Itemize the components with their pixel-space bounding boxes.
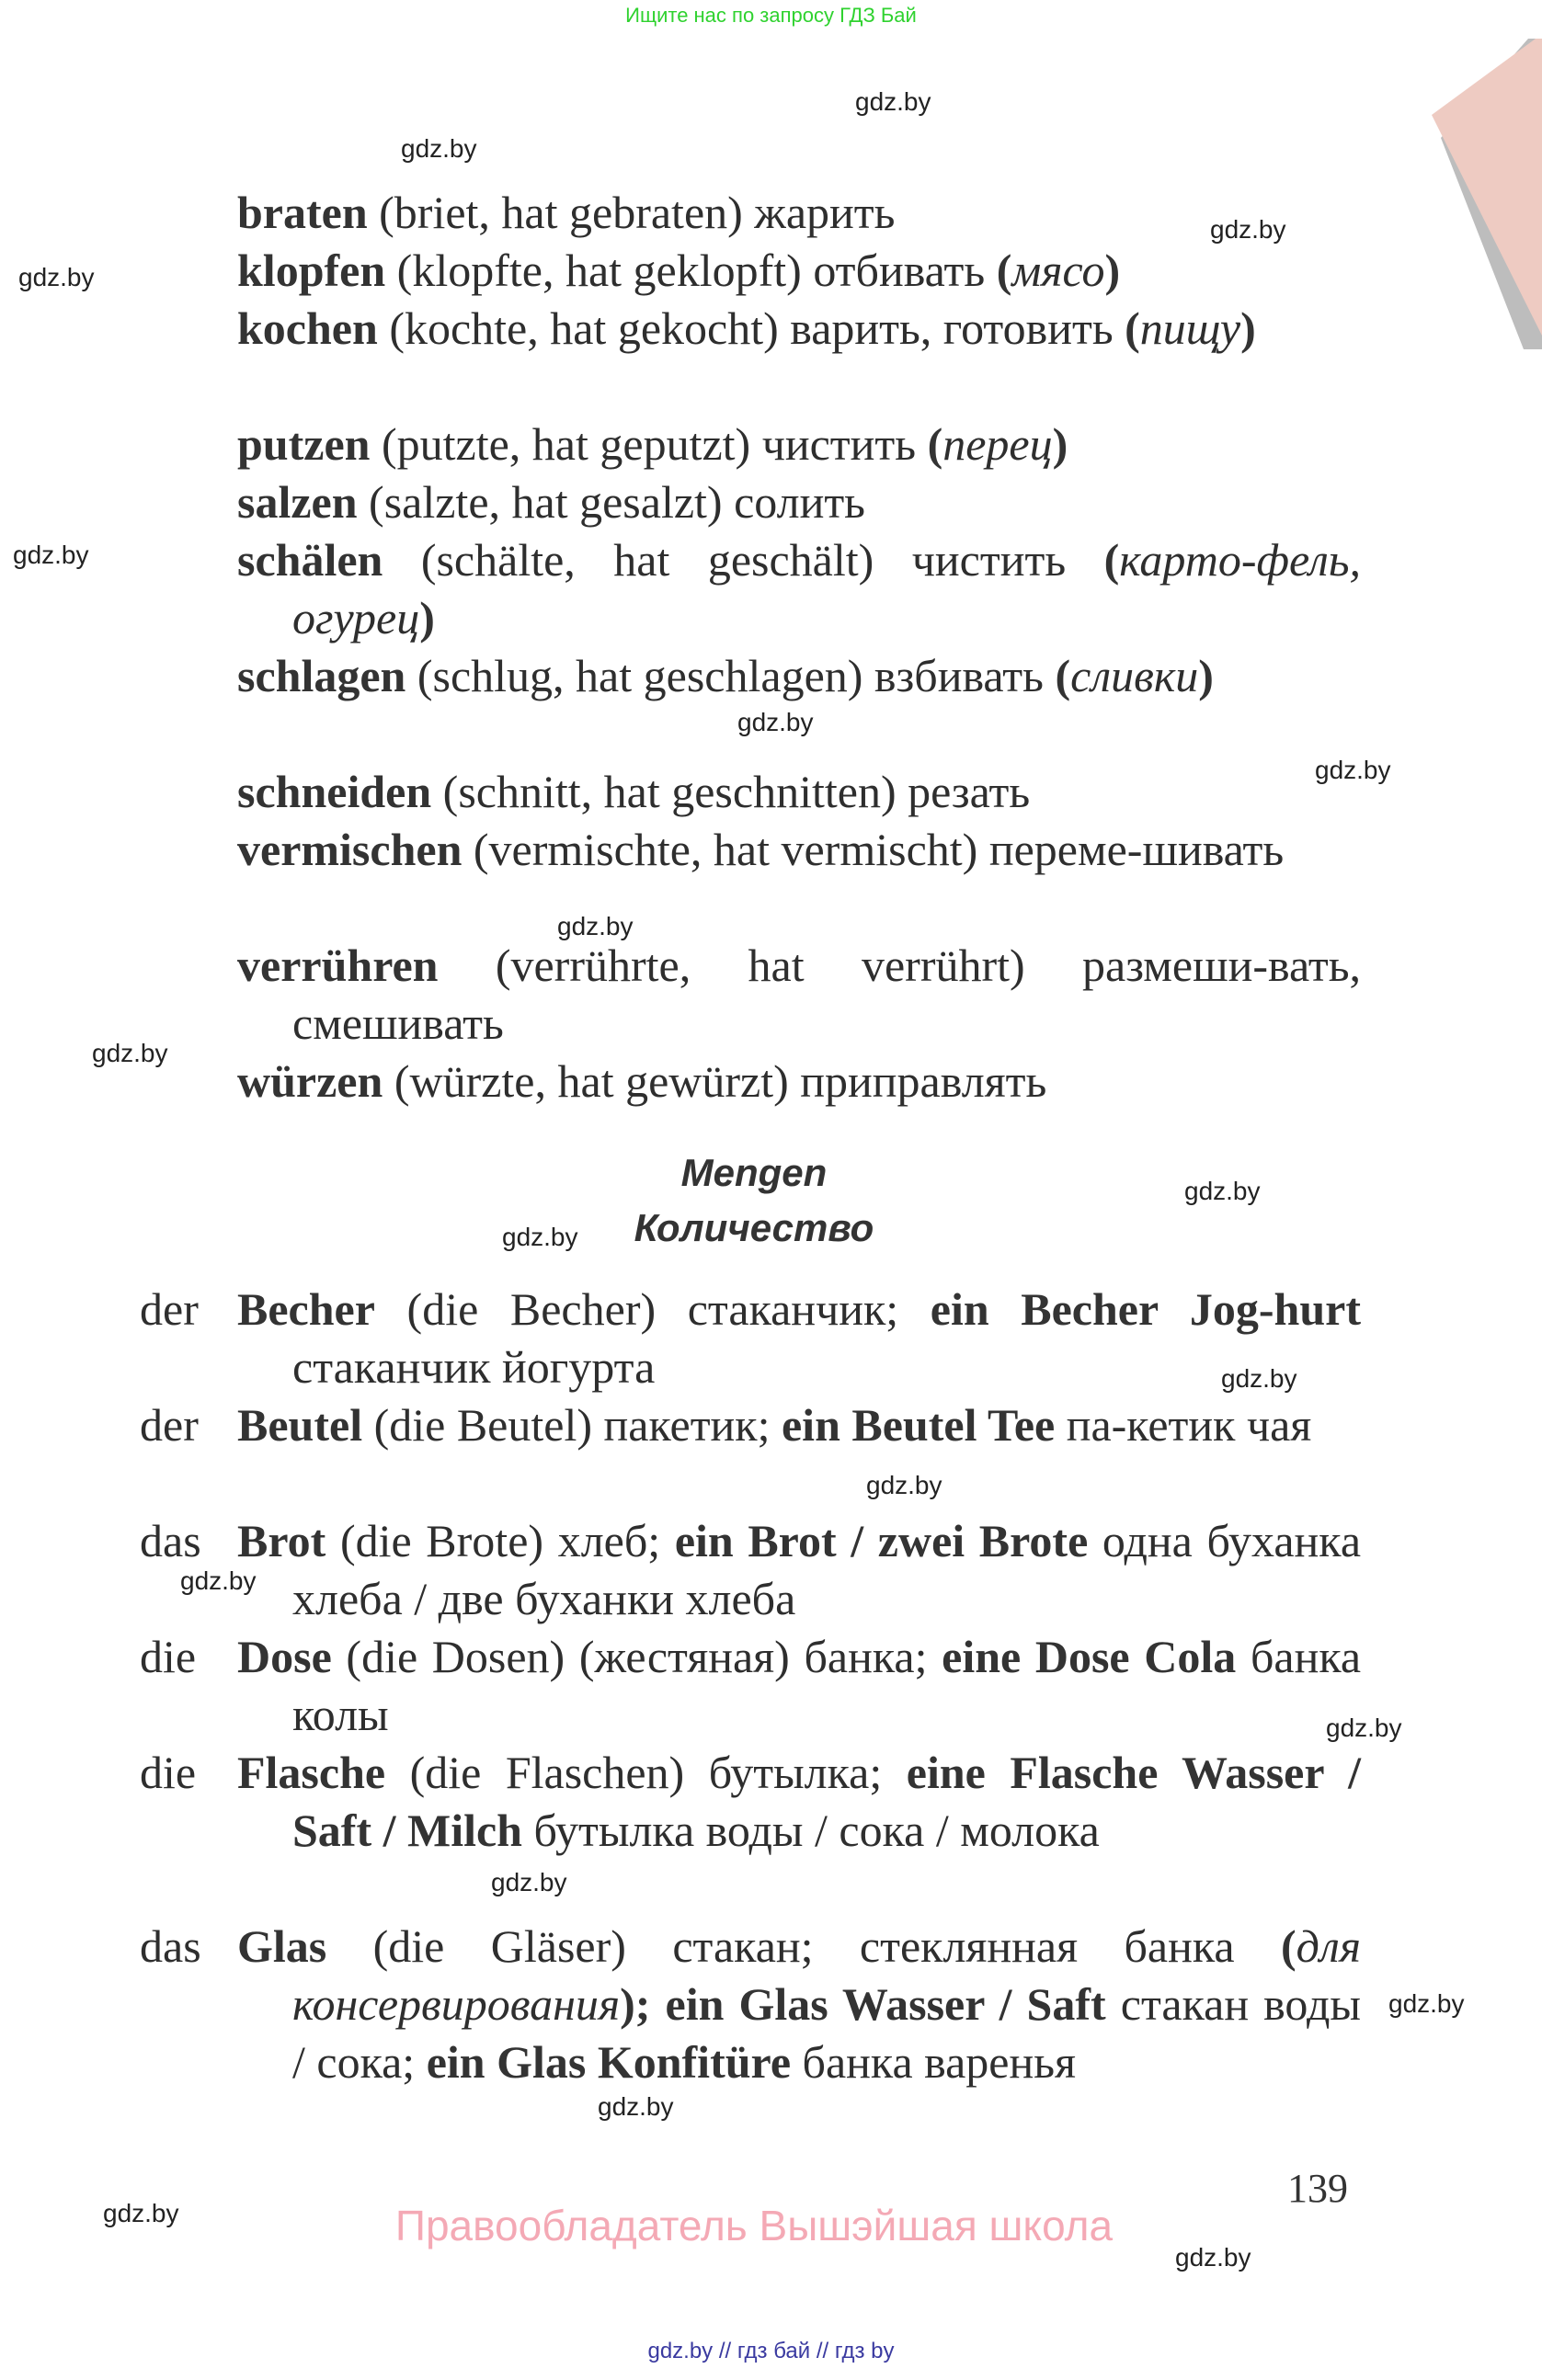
watermark: gdz.by [855, 87, 931, 116]
watermark: gdz.by [401, 134, 477, 163]
watermark: gdz.by [866, 1471, 942, 1499]
watermark: gdz.by [1326, 1714, 1402, 1742]
watermark: gdz.by [502, 1223, 578, 1251]
article: die [140, 1631, 197, 1682]
watermark: gdz.by [1175, 2243, 1251, 2272]
watermark: gdz.by [598, 2092, 674, 2121]
vocab-entry: würzen (würzte, hat gewürzt) приправлять [237, 1055, 1047, 1107]
vocab-entry: vermischen (vermischte, hat vermischt) переме-шивать [237, 824, 1285, 875]
page-number: 139 [1287, 2166, 1348, 2211]
article: der [140, 1399, 199, 1451]
vocab-entry: Glas (die Gläser) стакан; стеклянная банка (для консервирования); ein Glas Wasser / Saft стакан воды / сока; ein Glas Konfitüre банка варенья [237, 1920, 1362, 2088]
vocab-entry: putzen (putzte, hat geputzt) чистить (перец) [237, 418, 1068, 470]
watermark: gdz.by [737, 708, 814, 736]
vocab-entry: schälen (schälte, hat geschält) чистить (карто-фель, огурец) [237, 534, 1361, 643]
vocab-entry: klopfen (klopfte, hat geklopft) отбивать (мясо) [237, 245, 1121, 296]
bottom-site-note: gdz.by // гдз бай // гдз by [647, 2339, 895, 2363]
vocab-entry: Dose (die Dosen) (жестяная) банка; eine Dose Cola банка колы [237, 1631, 1362, 1740]
top-search-note: Ищите нас по запросу ГДЗ Бай [625, 4, 917, 27]
vocab-entry: kochen (kochte, hat gekocht) варить, готовить (пищу) [237, 302, 1256, 354]
watermark: gdz.by [103, 2199, 179, 2227]
watermark: gdz.by [1184, 1177, 1261, 1205]
vocab-entry: braten (briet, hat gebraten) жарить [237, 187, 896, 238]
watermark: gdz.by [13, 541, 89, 569]
article: das [140, 1920, 201, 1972]
article: die [140, 1747, 197, 1798]
article: der [140, 1283, 199, 1335]
rights-holder-note: Правообладатель Вышэйшая школа [394, 2202, 1114, 2249]
watermark: gdz.by [1210, 215, 1286, 244]
vocab-entry: Brot (die Brote) хлеб; ein Brot / zwei Brote одна буханка хлеба / две буханки хлеба [237, 1515, 1362, 1624]
vocab-entry: schneiden (schnitt, hat geschnitten) резать [237, 766, 1031, 817]
section-title-ru: Количество [634, 1206, 874, 1249]
article: das [140, 1515, 201, 1566]
watermark: gdz.by [1315, 756, 1391, 784]
vocab-entry: Becher (die Becher) стаканчик; ein Becher Jog-hurt стаканчик йогурта [237, 1283, 1362, 1393]
watermark: gdz.by [491, 1868, 567, 1896]
vocab-entry: Beutel (die Beutel) пакетик; ein Beutel Tee па-кетик чая [237, 1399, 1312, 1451]
watermark: gdz.by [92, 1039, 168, 1067]
watermark: gdz.by [180, 1566, 257, 1595]
watermark: gdz.by [1388, 1989, 1465, 2018]
vocab-entry: schlagen (schlug, hat geschlagen) взбивать (сливки) [237, 650, 1214, 701]
vocab-entry: Flasche (die Flaschen) бутылка; eine Flasche Wasser / Saft / Milch бутылка воды / сока / молока [237, 1747, 1362, 1856]
vocab-entry: salzen (salzte, hat gesalzt) солить [237, 476, 865, 528]
watermark: gdz.by [557, 912, 634, 940]
section-title-de: Mengen [680, 1151, 828, 1194]
vocab-entry: verrühren (verrührte, hat verrührt) размеши-вать, смешивать [237, 939, 1361, 1049]
watermark: gdz.by [1221, 1364, 1297, 1393]
watermark: gdz.by [18, 263, 95, 291]
